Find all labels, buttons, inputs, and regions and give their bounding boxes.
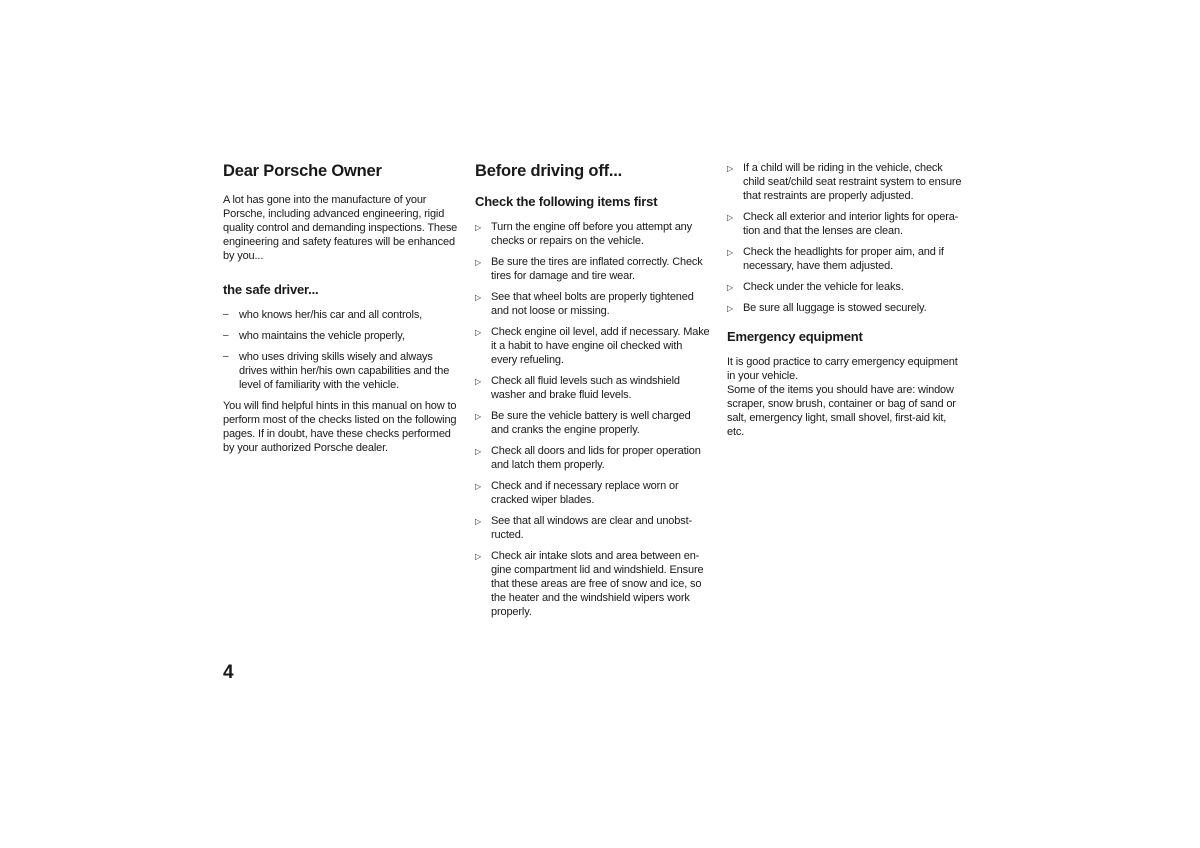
triangle-bullet-icon: ▷ — [727, 213, 734, 222]
list-item: – who maintains the vehicle properly, — [223, 330, 405, 342]
list-item: ▷ Check all doors and lids for proper operation and latch them properly. — [475, 445, 701, 471]
column-continued-checks — [727, 161, 963, 439]
column-before-driving — [475, 161, 711, 626]
list-item: ▷ If a child will be riding in the vehicle, check child seat/child seat restraint system to ensure that restraints are properly adjusted. — [727, 162, 962, 202]
triangle-bullet-icon: ▷ — [727, 164, 734, 173]
subtitle-emergency-equipment: Emergency equipment — [727, 329, 863, 344]
list-item: ▷ Be sure all luggage is stowed securely. — [727, 302, 927, 314]
check-items-list — [475, 220, 711, 619]
list-item: ▷ Check and if necessary replace worn or cracked wiper blades. — [475, 480, 679, 506]
triangle-bullet-icon: ▷ — [475, 482, 482, 491]
triangle-bullet-icon: ▷ — [475, 447, 482, 456]
list-item: ▷ Be sure the tires are inflated correctly. Check tires for damage and tire wear. — [475, 256, 703, 282]
list-item: ▷ See that wheel bolts are properly tightened and not loose or missing. — [475, 291, 694, 317]
list-item: – who uses driving skills wisely and always drives within her/his own capabilities and the level of familiarity with the vehicle. — [223, 351, 450, 391]
section-title-dear-owner: Dear Porsche Owner — [223, 162, 382, 180]
triangle-bullet-icon: ▷ — [475, 412, 482, 421]
list-item: ▷ Check air intake slots and area between en-gine compartment lid and windshield. Ensure that these areas are free of snow and ice, so the heater and the windshield wipers work properly. — [475, 550, 704, 618]
continued-checks-list — [727, 161, 963, 315]
list-item: ▷ Check under the vehicle for leaks. — [727, 281, 904, 293]
list-item: ▷ Check engine oil level, add if necessary. Make it a habit to have engine oil checked with every refueling. — [475, 326, 710, 366]
dash-marker: – — [223, 330, 229, 341]
triangle-bullet-icon: ▷ — [475, 517, 482, 526]
triangle-bullet-icon: ▷ — [475, 552, 482, 561]
list-item: ▷ Turn the engine off before you attempt any checks or repairs on the vehicle. — [475, 221, 693, 247]
outro-paragraph: You will find helpful hints in this manual on how to perform most of the checks listed on the following pages. If in doubt, have these checks performed by your authorized Porsche dealer. — [223, 400, 457, 454]
intro-paragraph: A lot has gone into the manufacture of your Porsche, including advanced engineering, rigid quality control and demanding inspections. These engineering and safety features will be enhanced by you... — [223, 194, 458, 262]
column-dear-owner — [223, 161, 459, 455]
list-item: ▷ See that all windows are clear and unobst-ructed. — [475, 515, 692, 541]
triangle-bullet-icon: ▷ — [475, 377, 482, 386]
triangle-bullet-icon: ▷ — [475, 258, 482, 267]
triangle-bullet-icon: ▷ — [727, 248, 734, 257]
emergency-paragraph-2: Some of the items you should have are: window scraper, snow brush, container or bag of sand or salt, emergency light, small shovel, first-aid kit, etc. — [727, 384, 956, 438]
subtitle-safe-driver: the safe driver... — [223, 282, 319, 297]
triangle-bullet-icon: ▷ — [475, 328, 482, 337]
triangle-bullet-icon: ▷ — [727, 304, 734, 313]
dash-marker: – — [223, 351, 229, 362]
safe-driver-list — [223, 308, 459, 392]
list-item: – who knows her/his car and all controls, — [223, 309, 423, 321]
triangle-bullet-icon: ▷ — [475, 223, 482, 232]
list-item: ▷ Check all fluid levels such as windshield washer and brake fluid levels. — [475, 375, 680, 401]
list-item: ▷ Check the headlights for proper aim, and if necessary, have them adjusted. — [727, 246, 944, 272]
triangle-bullet-icon: ▷ — [475, 293, 482, 302]
list-item: ▷ Be sure the vehicle battery is well charged and cranks the engine properly. — [475, 410, 691, 436]
subtitle-check-items: Check the following items first — [475, 194, 658, 209]
list-item: ▷ Check all exterior and interior lights for opera-tion and that the lenses are clean. — [727, 211, 959, 237]
triangle-bullet-icon: ▷ — [727, 283, 734, 292]
dash-marker: – — [223, 309, 229, 320]
page-number: 4 — [223, 662, 234, 683]
emergency-paragraph-1: It is good practice to carry emergency equipment in your vehicle. — [727, 356, 958, 382]
section-title-before-driving: Before driving off... — [475, 162, 623, 180]
